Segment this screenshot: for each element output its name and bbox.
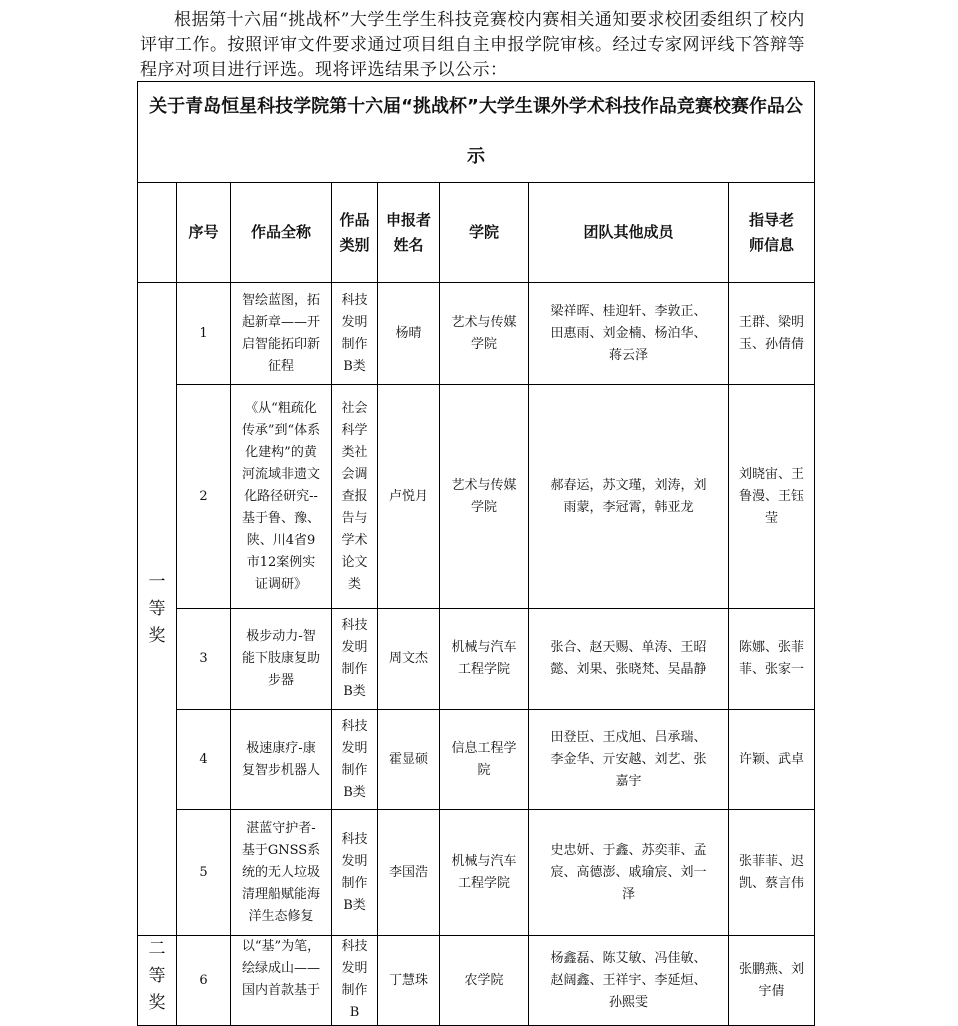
row-advisor: 刘晓宙、王鲁漫、王钰莹 <box>729 385 815 609</box>
row-category: 科技发明制作B类 <box>332 710 378 810</box>
header-college: 学院 <box>440 183 529 283</box>
table-row <box>138 810 815 936</box>
header-category: 作品类别 <box>332 183 378 283</box>
row-advisor: 张鹏燕、刘宇倩 <box>729 936 815 1026</box>
table-row <box>138 609 815 710</box>
header-prize <box>138 183 177 283</box>
row-members: 张合、赵天赐、单涛、王昭懿、刘果、张晓梵、吴晶静 <box>529 609 729 710</box>
row-applicant: 丁慧珠 <box>378 936 440 1026</box>
row-no: 5 <box>177 810 231 936</box>
row-no: 1 <box>177 283 231 385</box>
header-name: 作品全称 <box>231 183 332 283</box>
row-applicant: 杨晴 <box>378 283 440 385</box>
row-college: 机械与汽车工程学院 <box>440 810 529 936</box>
row-no: 3 <box>177 609 231 710</box>
row-advisor: 张菲菲、迟凯、蔡言伟 <box>729 810 815 936</box>
row-name: 极速康疗-康复智步机器人 <box>231 710 332 810</box>
row-applicant: 卢悦月 <box>378 385 440 609</box>
row-college: 农学院 <box>440 936 529 1026</box>
table-row <box>138 936 815 1026</box>
row-category: 科技发明制作B类 <box>332 283 378 385</box>
intro-paragraph: 根据第十六届“挑战杯”大学生学生科技竞赛校内赛相关通知要求校团委组织了校内评审工作。按照评审文件要求通过项目组自主申报学院审核。经过专家网评线下答辩等程序对项目进行评选。现将评选结果予以公示： <box>140 10 805 80</box>
row-members: 田登臣、王戍旭、吕承瑞、李金华、亓安越、刘艺、张嘉宇 <box>529 710 729 810</box>
header-advisor: 指导老师信息 <box>729 183 815 283</box>
row-members: 梁祥晖、桂迎轩、李敦正、田惠雨、刘金楠、杨泊华、蒋云泽 <box>529 283 729 385</box>
row-college: 信息工程学院 <box>440 710 529 810</box>
row-advisor: 王群、梁明玉、孙倩倩 <box>729 283 815 385</box>
row-name: 极步动力-智能下肢康复助步器 <box>231 609 332 710</box>
header-row <box>138 183 815 283</box>
row-members: 杨鑫磊、陈艾敏、冯佳敏、赵阔鑫、王祥宇、李延烜、孙熙雯 <box>529 936 729 1026</box>
prize-first: 一等奖 <box>138 283 177 936</box>
row-category: 科技发明制作B <box>332 936 378 1026</box>
row-applicant: 霍显硕 <box>378 710 440 810</box>
row-applicant: 周文杰 <box>378 609 440 710</box>
table-row <box>138 385 815 609</box>
table-title: 关于青岛恒星科技学院第十六届“挑战杯”大学生课外学术科技作品竞赛校赛作品公示 <box>138 82 815 183</box>
row-members: 史忠妍、于鑫、苏奕菲、孟宸、高德澎、戚瑜宸、刘一泽 <box>529 810 729 936</box>
row-college: 艺术与传媒学院 <box>440 283 529 385</box>
row-college: 艺术与传媒学院 <box>440 385 529 609</box>
award-table <box>137 81 815 1026</box>
header-members: 团队其他成员 <box>529 183 729 283</box>
row-category: 科技发明制作B类 <box>332 810 378 936</box>
row-category: 科技发明制作B类 <box>332 609 378 710</box>
row-advisor: 陈娜、张菲菲、张家一 <box>729 609 815 710</box>
row-advisor: 许颖、武卓 <box>729 710 815 810</box>
row-category: 社会科学类社会调查报告与学术论文类 <box>332 385 378 609</box>
table-row <box>138 710 815 810</box>
table-row <box>138 283 815 385</box>
row-members: 郝春运，苏文瑾，刘涛，刘雨蒙，李冠霄，韩亚龙 <box>529 385 729 609</box>
row-name: 以“基”为笔，绘绿成山——国内首款基于 <box>231 936 332 1026</box>
prize-second: 二等奖 <box>138 936 177 1026</box>
row-name: 智绘蓝图，拓起新章——开启智能拓印新征程 <box>231 283 332 385</box>
row-applicant: 李国浩 <box>378 810 440 936</box>
row-no: 2 <box>177 385 231 609</box>
row-no: 6 <box>177 936 231 1026</box>
row-name: 《从“粗疏化传承”到“体系化建构”的黄河流域非遗文化路径研究--基于鲁、豫、陕、川4省9市12案例实证调研》 <box>231 385 332 609</box>
row-college: 机械与汽车工程学院 <box>440 609 529 710</box>
header-applicant: 申报者姓名 <box>378 183 440 283</box>
header-no: 序号 <box>177 183 231 283</box>
row-name: 湛蓝守护者-基于GNSS系统的无人垃圾清理船赋能海洋生态修复 <box>231 810 332 936</box>
row-no: 4 <box>177 710 231 810</box>
